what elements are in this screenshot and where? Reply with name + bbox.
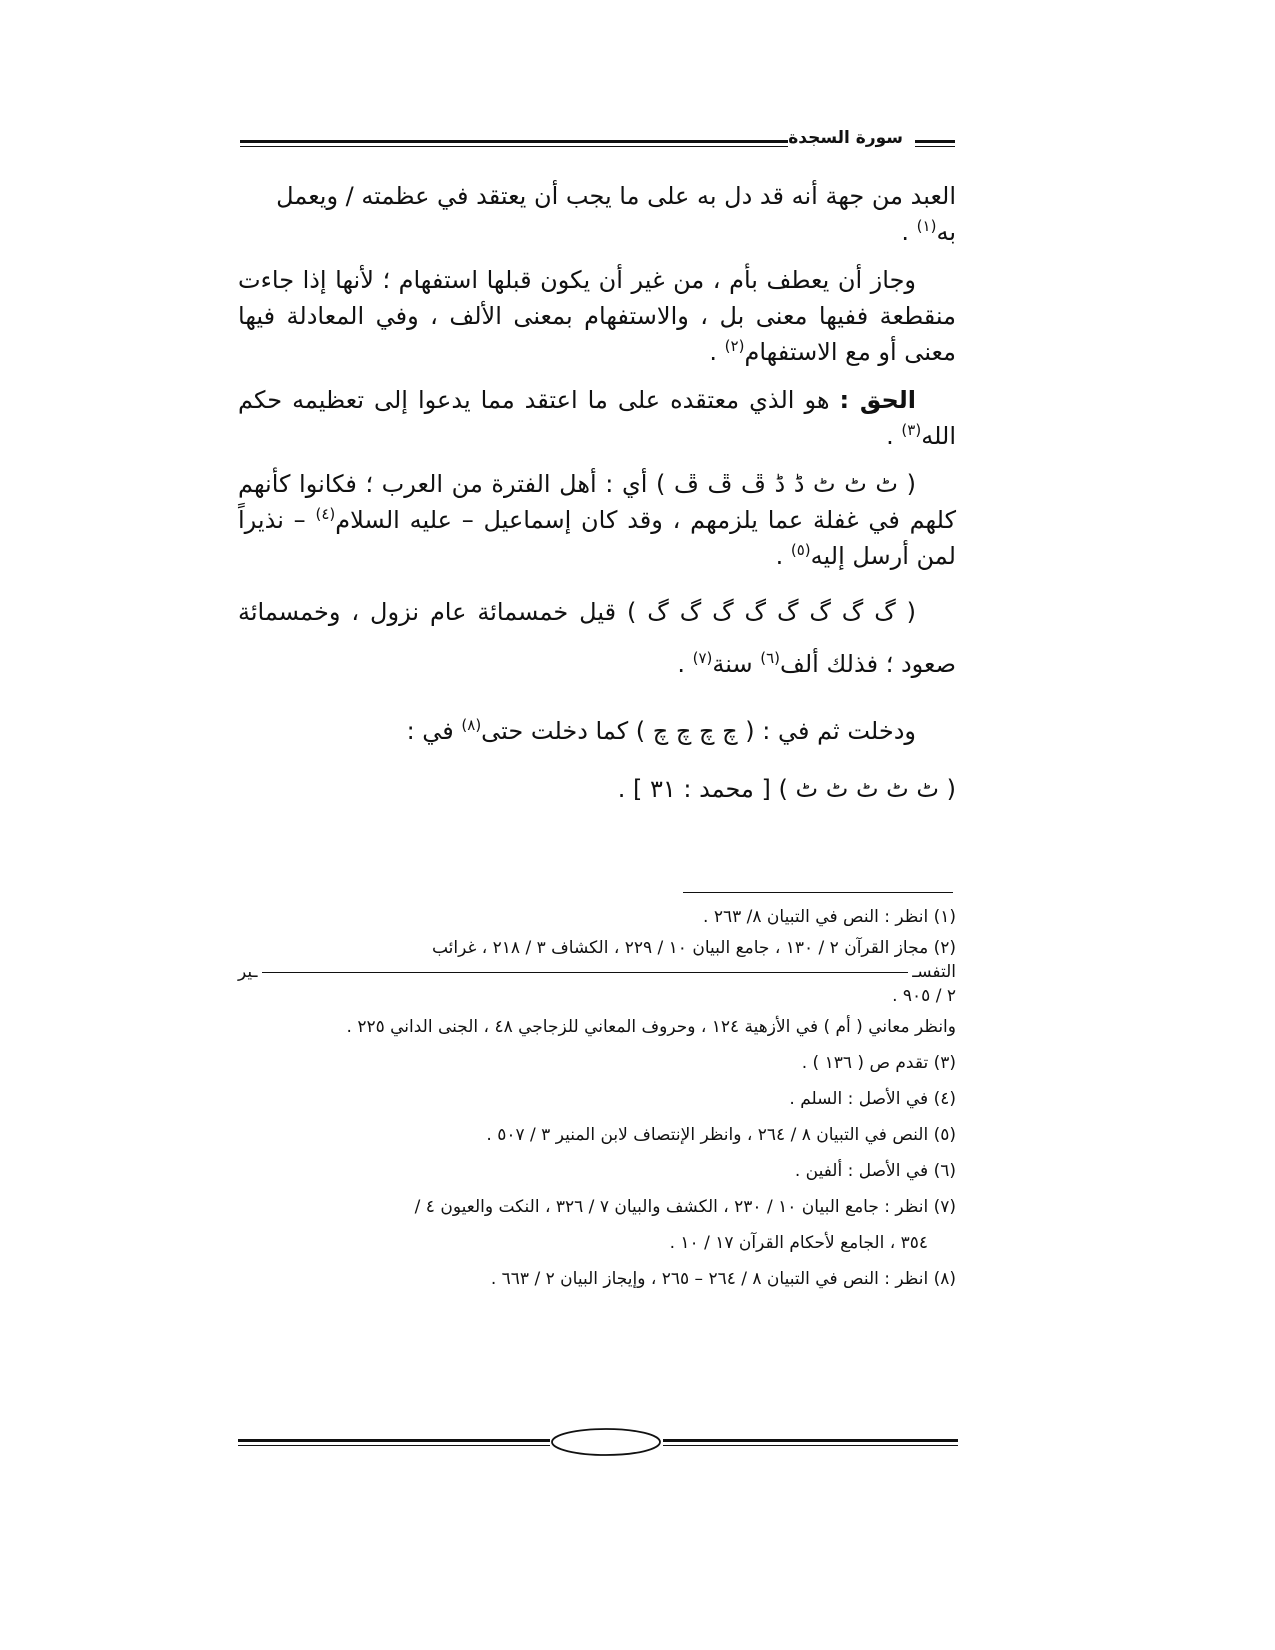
- footnote-ref-1: (١): [916, 217, 937, 235]
- footnote-3: (٣) تقدم ص ( ١٣٦ ) .: [801, 1053, 956, 1073]
- stretched-word-start: التفسـ: [912, 962, 956, 982]
- page-header: [240, 128, 955, 158]
- footer-rule-left: [238, 1439, 550, 1446]
- p7-open: (: [939, 775, 956, 803]
- footnote-4: (٤) في الأصل : السلم .: [789, 1089, 956, 1109]
- p7-text: ) [ محمد : ٣١ ] .: [617, 775, 796, 803]
- surah-title: سورة السجدة: [788, 128, 903, 148]
- stretched-word-end: ـير: [238, 962, 258, 982]
- p6-text: ودخلت ثم في : (: [737, 717, 916, 745]
- p3-text: هو الذي معتقده على ما اعتقد مما يدعوا إلى تعظيمه حكم الله: [238, 386, 956, 450]
- footnote-1: (١) انظر : النص في التبيان ٨/ ٢٦٣ .: [703, 907, 956, 927]
- p5-open: (: [895, 598, 916, 626]
- p5-end: .: [677, 650, 693, 678]
- p4-text: ) أي : أهل الفترة من العرب ؛ فكانوا كأنهم كلهم في غفلة عما يلزمهم ، وقد كان إسماعيل – عليه السلام: [238, 470, 956, 534]
- p1-end: .: [901, 218, 917, 246]
- term-haqq: الحق :: [839, 386, 916, 414]
- footnote-7-line2: ٣٥٤ ، الجامع لأحكام القرآن ١٧ / ١٠ .: [669, 1233, 928, 1253]
- footnotes: [238, 905, 956, 1298]
- footnote-separator: [683, 892, 953, 893]
- p1-line1: العبد من جهة أنه قد دل به على ما يجب أن يعتقد في عظمته / ويعمل: [276, 182, 956, 210]
- p6-text2: ) كما دخلت حتى: [481, 717, 653, 745]
- quran-glyphs-2: گ گ گ گ گ گ گ گ: [647, 598, 896, 626]
- p2-end: .: [709, 338, 725, 366]
- kashida-line: [262, 972, 909, 973]
- p4-end: .: [775, 542, 791, 570]
- quran-glyphs-3: چ چ چ چ: [652, 717, 738, 745]
- p5-text: ) قيل خمسمائة عام نزول ، وخمسمائة صعود ؛ فذلك ألف: [238, 598, 956, 678]
- footnote-ref-3: (٣): [901, 421, 922, 439]
- quran-glyphs-1: ٹ ٹ ٹ ڈ ڈ ڦ ڦ ڦ: [674, 470, 899, 498]
- footnote-2-line3: ٢ / ٩٠٥ .: [892, 986, 956, 1006]
- footnote-ref-4: (٤): [315, 505, 336, 523]
- footnote-5: (٥) النص في التبيان ٨ / ٢٦٤ ، وانظر الإنتصاف لابن المنير ٣ / ٥٠٧ .: [486, 1125, 956, 1145]
- p1-line2: به: [936, 218, 956, 246]
- paragraph-5: [238, 586, 956, 690]
- p6-text3: في :: [406, 717, 462, 745]
- footnote-ref-7: (٧): [692, 649, 713, 667]
- footnote-7-line1: (٧) انظر : جامع البيان ١٠ / ٢٣٠ ، الكشف والبيان ٧ / ٣٢٦ ، النكت والعيون ٤ /: [414, 1197, 956, 1217]
- paragraph-2: [238, 262, 956, 370]
- p4-open: (: [898, 470, 916, 498]
- footnote-8: (٨) انظر : النص في التبيان ٨ / ٢٦٤ – ٢٦٥ ، وإيجاز البيان ٢ / ٦٦٣ .: [490, 1269, 956, 1289]
- p5-text2: سنة: [712, 650, 761, 678]
- paragraph-3: [238, 382, 956, 454]
- footnote-2-line1: (٢) مجاز القرآن ٢ / ١٣٠ ، جامع البيان ١٠ / ٢٢٩ ، الكشاف ٣ / ٢١٨ ، غرائب: [431, 938, 956, 958]
- quran-glyphs-4: ٹ ٹ ٹ ٹ ٹ: [795, 775, 939, 803]
- footnote-ref-5: (٥): [790, 541, 811, 559]
- footnote-ref-6: (٦): [760, 649, 780, 667]
- footer-rule-right: [663, 1439, 958, 1446]
- p2-text: وجاز أن يعطف بأم ، من غير أن يكون قبلها استفهام ؛ لأنها إذا جاءت منقطعة ففيها معنى بل ، والاستفهام بمعنى الألف ، وفي المعادلة فيها معنى أو مع الاستفهام: [238, 266, 956, 366]
- paragraph-4: [238, 466, 956, 574]
- page-footer: [238, 1427, 958, 1461]
- header-rule-left: [240, 140, 788, 147]
- paragraph-6: [238, 702, 956, 818]
- footnote-ref-2: (٢): [724, 337, 745, 355]
- footnote-6: (٦) في الأصل : ألفين .: [794, 1161, 956, 1181]
- paragraph-1: [238, 178, 956, 250]
- footnote-ref-8: (٨): [461, 716, 482, 734]
- p3-end: .: [886, 422, 902, 450]
- p4-text2: – نذيراً لمن أرسل إليه: [238, 506, 956, 570]
- main-text: [238, 178, 956, 830]
- footnote-2-stretched-word: [238, 960, 956, 984]
- header-rule-right: [915, 140, 955, 147]
- footnote-2-line4: وانظر معاني ( أم ) في الأزهية ١٢٤ ، وحروف المعاني للزجاجي ٤٨ ، الجنى الداني ٢٢٥ .: [346, 1017, 956, 1037]
- page-number-oval: [550, 1427, 662, 1457]
